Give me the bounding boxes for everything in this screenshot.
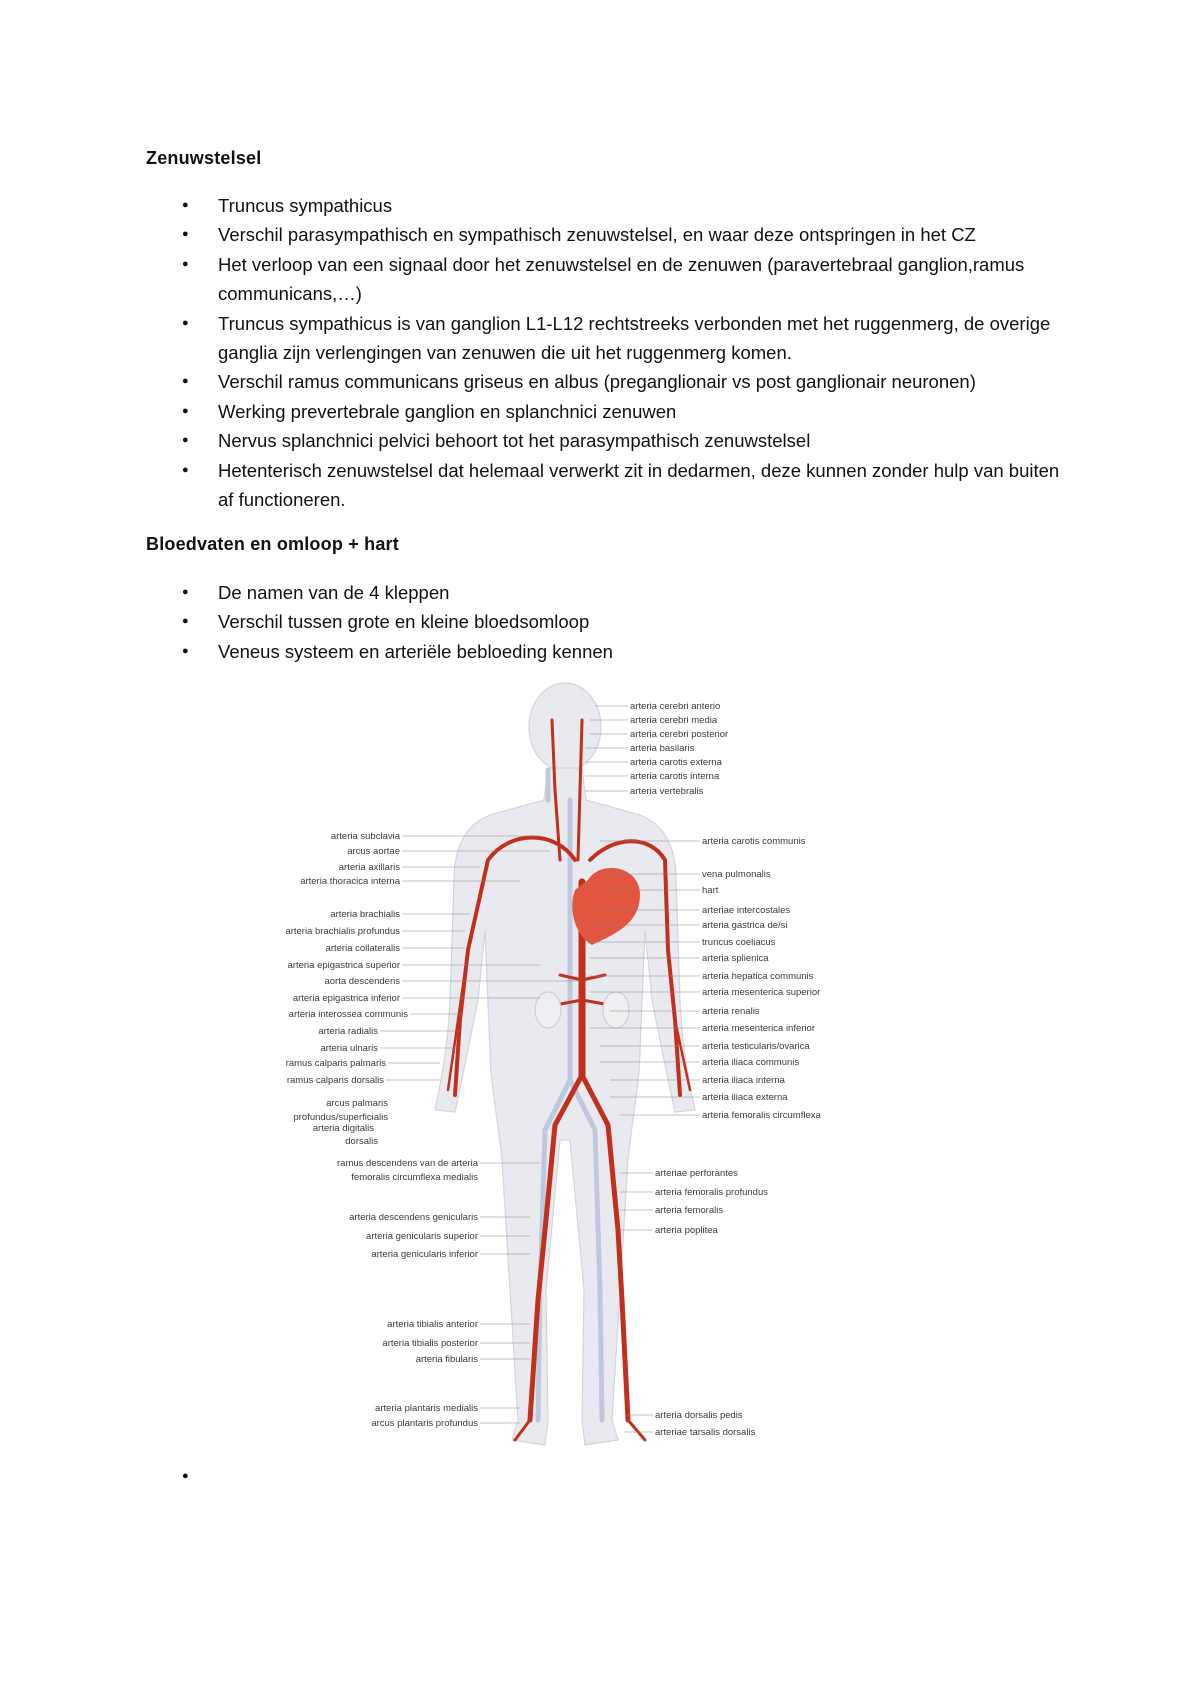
label: arteriae intercostales (702, 905, 791, 916)
label: arteria genicularis inferior (371, 1249, 478, 1260)
label: arteria iliaca externa (702, 1092, 788, 1103)
label: arteria dorsalis pedis (655, 1410, 743, 1421)
label: hart (702, 885, 719, 896)
label: arteria mesenterica inferior (702, 1023, 815, 1034)
label: arteria brachialis profundus (285, 926, 400, 937)
label: arteria ulnaris (320, 1043, 378, 1054)
label: arteria carotis communis (702, 836, 806, 847)
label: aorta descendens (324, 976, 400, 987)
label: arteria poplitea (655, 1225, 718, 1236)
label: arteria collateralis (325, 943, 400, 954)
label: arcus palmaris (326, 1098, 388, 1109)
list-item: ● Nervus splanchnici pelvici behoort tot het parasympathisch zenuwstelsel (146, 426, 1076, 455)
label: arteria thoracica interna (300, 876, 400, 887)
label: arcus plantaris profundus (371, 1418, 478, 1429)
label: arteria renalis (702, 1006, 760, 1017)
label: arteria femoralis (655, 1205, 724, 1216)
list-item: ● Verschil tussen grote en kleine bloedsomloop (146, 607, 1076, 636)
label: arteria testicularis/ovarica (702, 1041, 810, 1052)
label: arteria genicularis superior (366, 1231, 478, 1242)
label: arteria cerebri anterio (630, 701, 721, 712)
label: arcus aortae (347, 846, 400, 857)
label: arteria descendens genicularis (349, 1212, 478, 1223)
section-heading-bloedvaten: Bloedvaten en omloop + hart (146, 534, 399, 554)
list-item: ● Verschil parasympathisch en sympathisch zenuwstelsel, en waar deze ontspringen in het CZ (146, 220, 1076, 249)
list-item: ● Truncus sympathicus (146, 191, 1076, 220)
label: ramus calparis palmaris (285, 1058, 386, 1069)
list-item: ● Werking prevertebrale ganglion en splanchnici zenuwen (146, 397, 1076, 426)
label: arteria tibialis posterior (382, 1338, 478, 1349)
label: arteria gastrica de/si (702, 920, 788, 931)
label: arteria splienica (702, 953, 769, 964)
list-item: ● Verschil ramus communicans griseus en albus (preganglionair vs post ganglionair neuronen) (146, 367, 1076, 396)
label: arteria brachialis (330, 909, 400, 920)
label: femoralis circumflexa medialis (351, 1172, 478, 1183)
label: arteriae perforantes (655, 1168, 738, 1179)
label: ramus calparis dorsalis (286, 1075, 384, 1086)
label: arteria iliaca communis (702, 1057, 800, 1068)
label: arteria subclavia (330, 831, 400, 842)
label: truncus coeliacus (702, 937, 776, 948)
label: arteria epigastrica superior (287, 960, 400, 971)
section-heading-zenuwstelsel: Zenuwstelsel (146, 148, 262, 168)
label: arteria radialis (318, 1026, 378, 1037)
list-item: ● Hetenterisch zenuwstelsel dat helemaal verwerkt zit in dedarmen, deze kunnen zonder hulp van buiten af functioneren. (146, 456, 1076, 515)
label: arteria epigastrica inferior (292, 993, 400, 1004)
list-item: ● Truncus sympathicus is van ganglion L1-L12 rechtstreeks verbonden met het ruggenmerg, de overige ganglia zijn verlengingen van zenuwen die uit het ruggenmerg komen. (146, 309, 1076, 368)
label: arteria carotis externa (630, 757, 722, 768)
empty-bullet: ● (182, 1470, 189, 1482)
label: arteria femoralis circumflexa (702, 1110, 821, 1121)
diagram-labels-right (630, 701, 821, 1438)
label: arteria iliaca interna (702, 1075, 785, 1086)
label: arteria fibularis (415, 1354, 478, 1365)
label: arteria tibialis anterior (387, 1319, 478, 1330)
label: arteria mesenterica superior (702, 987, 821, 998)
label: arteria basilaris (630, 743, 695, 754)
list-item: ● De namen van de 4 kleppen (146, 578, 1076, 607)
label: vena pulmonalis (702, 869, 771, 880)
list-item: ● Veneus systeem en arteriële bebloeding kennen (146, 637, 1076, 666)
label: arteria femoralis profundus (655, 1187, 768, 1198)
label: ramus descendens van de arteria (337, 1158, 478, 1169)
label: arteriae tarsalis dorsalis (655, 1427, 756, 1438)
label: arteria vertebralis (630, 786, 704, 797)
list-item: ● Het verloop van een signaal door het zenuwstelsel en de zenuwen (paravertebraal ganglion,ramus communicans,…) (146, 250, 1076, 309)
label: arteria cerebri posterior (630, 729, 729, 740)
label: arteria plantaris medialis (375, 1403, 478, 1414)
label: arteria hepatica communis (702, 971, 814, 982)
label: arteria interossea communis (288, 1009, 408, 1020)
label: profundus/superficialis (293, 1112, 388, 1123)
label: arteria cerebri media (630, 715, 718, 726)
body-silhouette (435, 683, 695, 1445)
label: dorsalis (345, 1136, 378, 1147)
label: arteria axillaris (338, 862, 400, 873)
diagram-labels-left (285, 831, 478, 1429)
label: arteria carotis interna (630, 771, 720, 782)
label: arteria digitalis (312, 1123, 374, 1134)
